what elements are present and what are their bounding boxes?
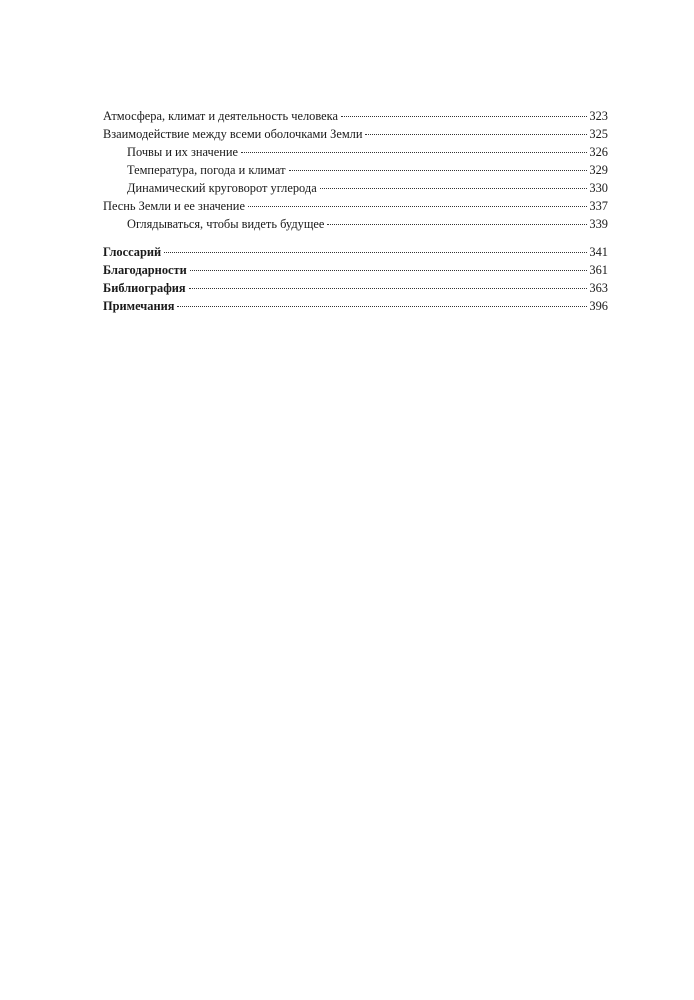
toc-entry-page: 330 <box>589 181 608 195</box>
toc-entry-title: Благодарности <box>103 263 187 277</box>
dot-leader <box>289 170 588 171</box>
toc-entry-title: Песнь Земли и ее значение <box>103 199 245 213</box>
toc-subentry[interactable] <box>103 143 608 161</box>
toc-back-matter-entry[interactable] <box>103 297 608 315</box>
toc-entry-page: 339 <box>589 217 608 231</box>
toc-entry-page: 361 <box>589 263 608 277</box>
toc-entry-title: Оглядываться, чтобы видеть будущее <box>127 217 325 231</box>
toc-entry-title: Примечания <box>103 299 175 313</box>
dot-leader <box>164 252 587 253</box>
toc-entry[interactable] <box>103 107 608 125</box>
toc-entry-title: Температура, погода и климат <box>127 163 286 177</box>
toc-entry-page: 323 <box>589 109 608 123</box>
toc-entry-title: Атмосфера, климат и деятельность человека <box>103 109 338 123</box>
section-gap <box>103 233 608 243</box>
toc-entry[interactable] <box>103 125 608 143</box>
dot-leader <box>248 206 587 207</box>
dot-leader <box>177 306 587 307</box>
table-of-contents <box>103 107 608 315</box>
toc-entry[interactable] <box>103 197 608 215</box>
toc-entry-page: 337 <box>589 199 608 213</box>
toc-entry-page: 325 <box>589 127 608 141</box>
toc-entry-title: Почвы и их значение <box>127 145 239 159</box>
dot-leader <box>320 188 588 189</box>
toc-entry-title: Взаимодействие между всеми оболочками Земли <box>103 127 363 141</box>
dot-leader <box>190 270 588 271</box>
dot-leader <box>365 134 587 135</box>
dot-leader <box>241 152 587 153</box>
toc-entry-page: 396 <box>589 299 608 313</box>
toc-entry-page: 326 <box>589 145 608 159</box>
dot-leader <box>189 288 588 289</box>
toc-entry-title: Библиография <box>103 281 186 295</box>
toc-entry-page: 363 <box>589 281 608 295</box>
toc-subentry[interactable] <box>103 179 608 197</box>
dot-leader <box>327 224 587 225</box>
toc-subentry[interactable] <box>103 215 608 233</box>
toc-entry-page: 329 <box>589 163 608 177</box>
dot-leader <box>341 116 587 117</box>
toc-back-matter-entry[interactable] <box>103 279 608 297</box>
toc-subentry[interactable] <box>103 161 608 179</box>
toc-back-matter-entry[interactable] <box>103 261 608 279</box>
toc-entry-title: Глоссарий <box>103 245 162 259</box>
toc-back-matter-entry[interactable] <box>103 243 608 261</box>
toc-entry-title: Динамический круговорот углерода <box>127 181 317 195</box>
toc-entry-page: 341 <box>589 245 608 259</box>
